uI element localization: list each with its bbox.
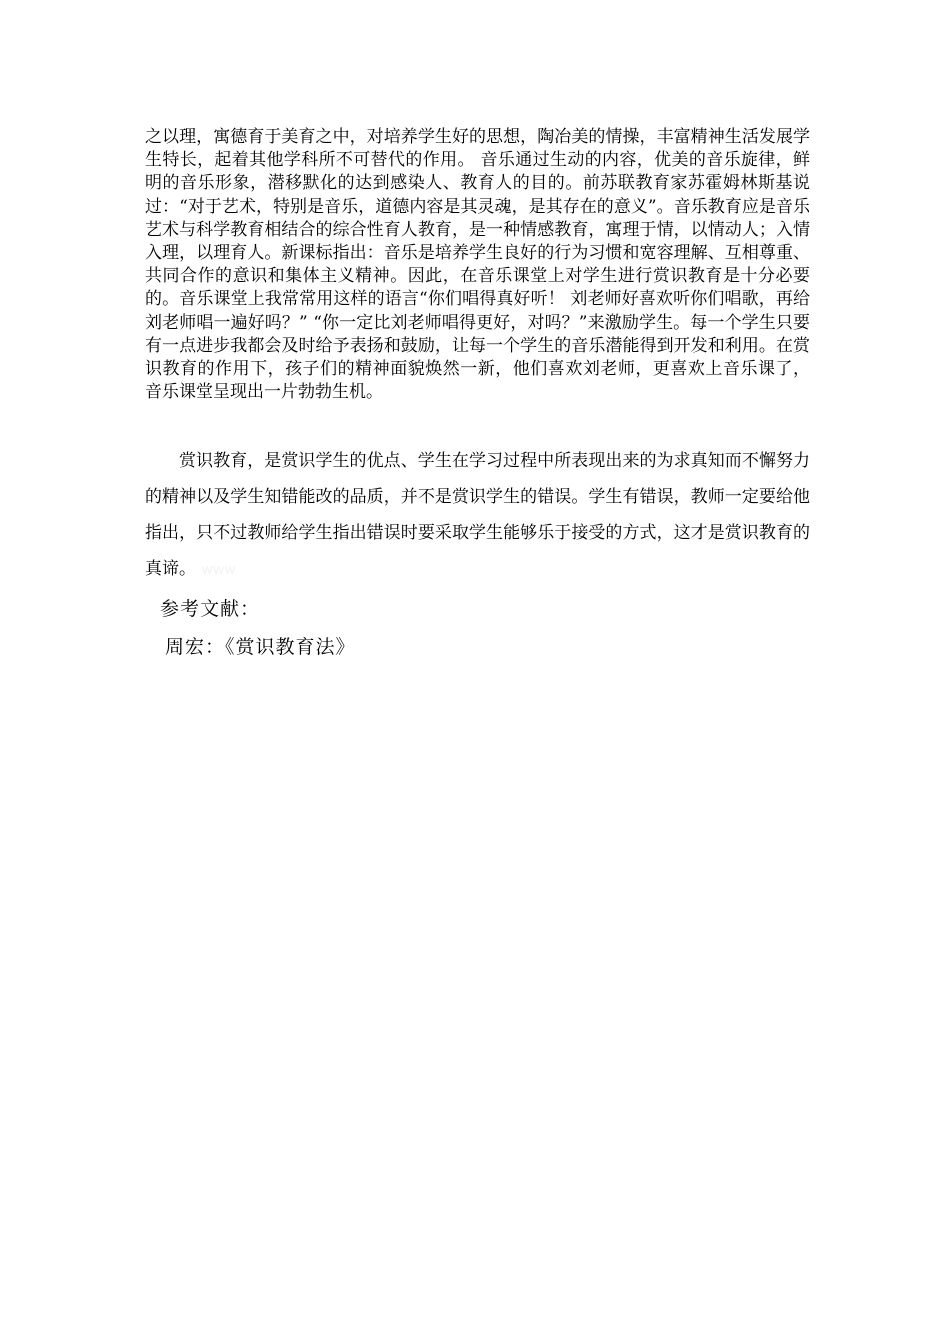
- body-paragraph-2-text: 赏识教育，是赏识学生的优点、学生在学习过程中所表现出来的为求真知而不懈努力的精神以及学生知错能改的品质，并不是赏识学生的错误。学生有错误，教师一定要给他指出，只不过教师给学生指出错误时要采取学生能够乐于接受的方式，这才是赏识教育的真谛。: [145, 451, 810, 579]
- faint-watermark: WWW: [202, 565, 237, 577]
- references-heading: 参考文献：: [160, 598, 261, 620]
- body-paragraph-1: 之以理，寓德育于美育之中，对培养学生好的思想，陶冶美的情操，丰富精神生活发展学生特长，起着其他学科所不可替代的作用。 音乐通过生动的内容，优美的音乐旋律，鲜明的音乐形象，潜移默化的达到感染人、教育人的目的。前苏联教育家苏霍姆林斯基说过：“对于艺术，特别是音乐，道德内容是其灵魂，是其存在的意义”。音乐教育应是音乐艺术与科学教育相结合的综合性育人教育，是一种情感教育，寓理于情，以情动人；入情入理，以理育人。新课标指出：音乐是培养学生良好的行为习惯和宽容理解、互相尊重、共同合作的意识和集体主义精神。因此，在音乐课堂上对学生进行赏识教育是十分必要的。音乐课堂上我常常用这样的语言“你们唱得真好听！ 刘老师好喜欢听你们唱歌，再给刘老师唱一遍好吗？” “你一定比刘老师唱得更好，对吗？”来激励学生。每一个学生只要有一点进步我都会及时给予表扬和鼓励，让每一个学生的音乐潜能得到开发和利用。在赏识教育的作用下，孩子们的精神面貌焕然一新，他们喜欢刘老师，更喜欢上音乐课了， 音乐课堂呈现出一片勃勃生机。: [145, 127, 810, 403]
- body-paragraph-2: [145, 443, 810, 589]
- reference-item: 周宏：《赏识教育法》: [165, 636, 356, 658]
